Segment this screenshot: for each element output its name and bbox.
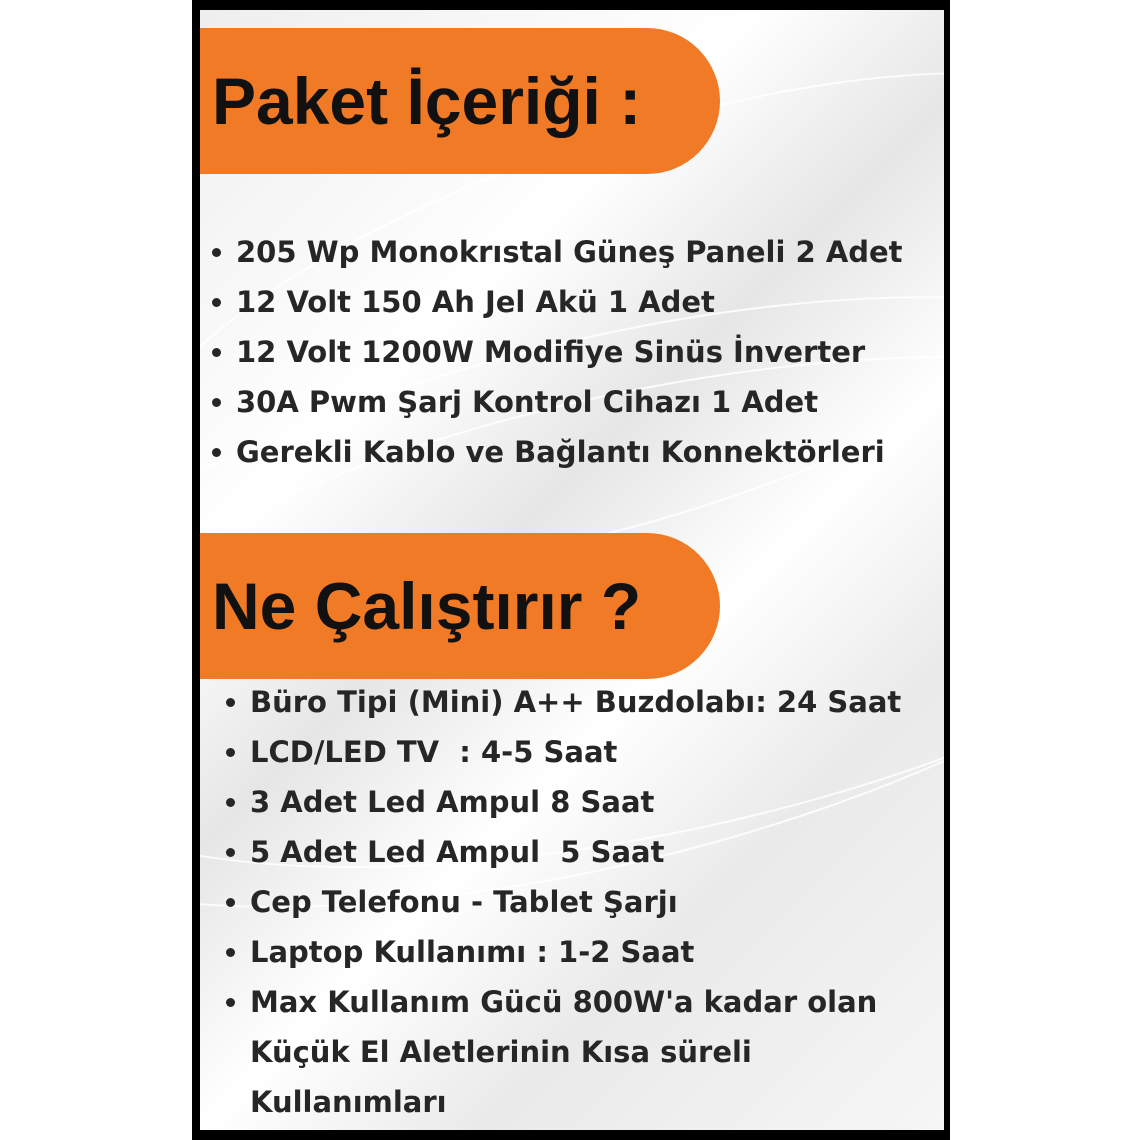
package-contents-heading: Paket İçeriği : — [212, 64, 642, 138]
list-item: Cep Telefonu - Tablet Şarjı — [250, 877, 901, 927]
list-item: LCD/LED TV : 4-5 Saat — [250, 727, 901, 777]
list-item: Büro Tipi (Mini) A++ Buzdolabı: 24 Saat — [250, 677, 901, 727]
what-it-runs-banner — [200, 533, 720, 679]
list-item-continuation: Kullanımları — [250, 1085, 447, 1119]
what-it-runs-heading: Ne Çalıştırır ? — [212, 569, 642, 643]
list-item: 5 Adet Led Ampul 5 Saat — [250, 827, 901, 877]
info-panel — [200, 10, 944, 1130]
list-item: Gerekli Kablo ve Bağlantı Konnektörleri — [236, 427, 903, 477]
package-contents-banner — [200, 28, 720, 174]
list-item: 30A Pwm Şarj Kontrol Cihazı 1 Adet — [236, 377, 903, 427]
package-contents-list — [236, 227, 903, 477]
list-item: Laptop Kullanımı : 1-2 Saat — [250, 927, 901, 977]
list-item: 205 Wp Monokrıstal Güneş Paneli 2 Adet — [236, 227, 903, 277]
what-it-runs-list — [250, 677, 901, 1127]
list-item: 12 Volt 1200W Modifiye Sinüs İnverter — [236, 327, 903, 377]
list-item: Max Kullanım Gücü 800W'a kadar olan — [250, 977, 901, 1027]
list-item: 12 Volt 150 Ah Jel Akü 1 Adet — [236, 277, 903, 327]
list-item: 3 Adet Led Ampul 8 Saat — [250, 777, 901, 827]
list-item-continuation: Küçük El Aletlerinin Kısa süreli — [250, 1035, 752, 1069]
